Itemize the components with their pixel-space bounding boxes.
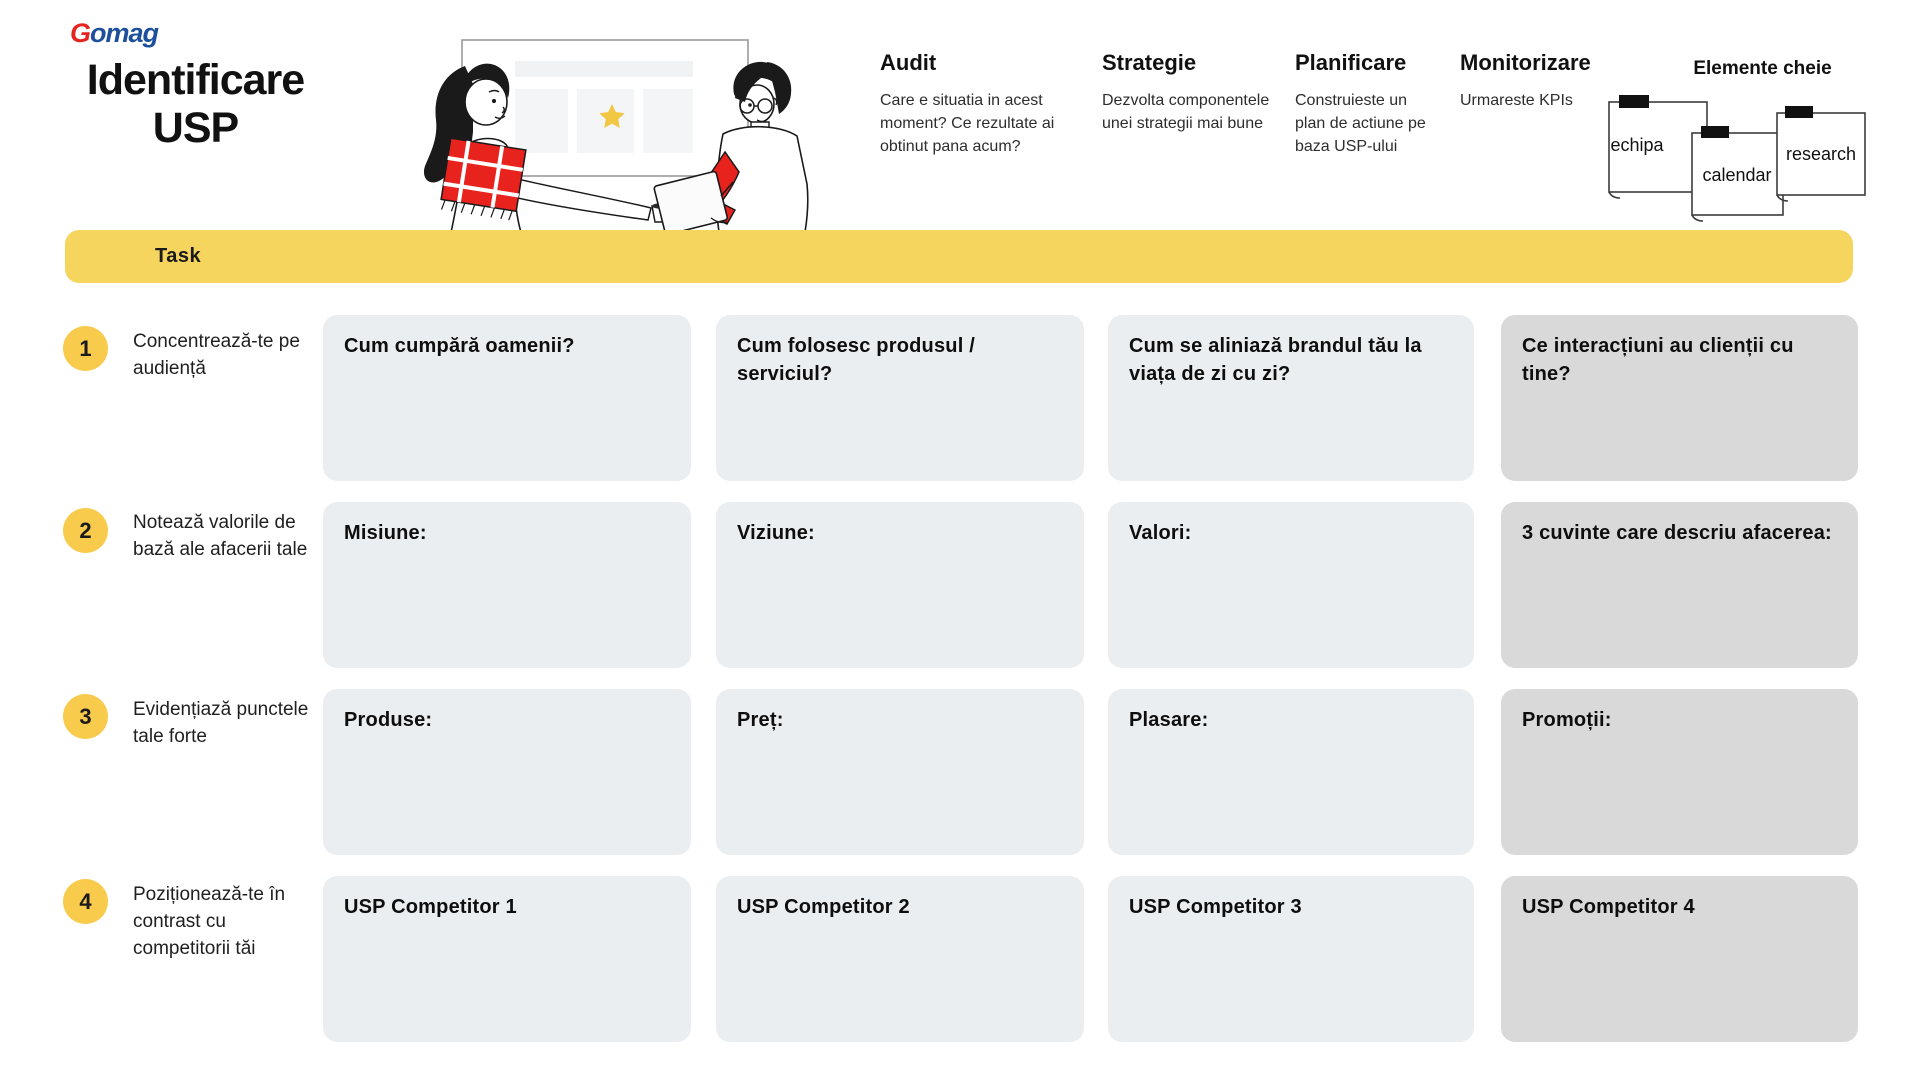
card-audienta-1 [323,315,691,481]
clip-icon [1785,106,1813,118]
card-pret [716,689,1084,855]
phase-title: Planificare [1295,50,1407,75]
card-misiune [323,502,691,668]
card-title: Viziune: [737,522,815,544]
step-label-4: Poziționează-te în contrast cu competitorii tăi [133,884,286,959]
phase-desc: Construieste un plan de actiune pe baza USP-ului [1295,92,1426,156]
card-title: Ce interacțiuni au clienții cu tine? [1522,335,1794,385]
step-label-2: Notează valorile de bază ale afacerii tale [133,512,308,560]
tablet [654,171,728,232]
phase-desc: Dezvolta componentele unei strategii mai bune [1102,92,1270,133]
card-title: Cum folosesc produsul / serviciul? [737,335,975,385]
phase-planificare [1295,50,1441,159]
card-valori [1108,502,1474,668]
card-title: Produse: [344,709,433,731]
task-bar [65,230,1853,283]
clip-icon [1701,126,1729,138]
card-plasare [1108,689,1474,855]
card-title: Misiune: [344,522,427,544]
sticky-note-research [1777,106,1865,201]
key-elements-heading: Elemente cheie [1693,58,1832,79]
illustration-people-whiteboard [405,28,850,232]
sticky-notes [1595,88,1875,222]
card-usp-competitor-3 [1108,876,1474,1042]
clip-icon [1619,95,1649,108]
card-title: Plasare: [1129,709,1209,731]
step-label-3: Evidențiază punctele tale forte [133,699,309,747]
phase-strategie [1102,50,1284,135]
task-label: Task [155,245,202,267]
step-number-4: 4 [63,879,108,924]
note-label: calendar [1702,165,1772,185]
phase-title: Monitorizare [1460,50,1591,75]
phase-title: Strategie [1102,50,1197,75]
card-usp-competitor-2 [716,876,1084,1042]
card-usp-competitor-4 [1501,876,1858,1042]
card-title: Valori: [1129,522,1192,544]
step-number-1: 1 [63,326,108,371]
card-title: USP Competitor 4 [1522,896,1695,918]
step-label-1: Concentrează-te pe audiență [133,331,300,379]
phase-desc: Care e situatia in acest moment? Ce rezultate ai obtinut pana acum? [880,92,1055,156]
card-audienta-4 [1501,315,1858,481]
card-title: USP Competitor 1 [344,896,517,918]
card-viziune [716,502,1084,668]
card-title: Promoții: [1522,709,1612,731]
card-title: USP Competitor 2 [737,896,910,918]
phase-audit [880,50,1080,159]
phase-desc: Urmareste KPIs [1460,92,1573,109]
page-title: Identificare USP [86,56,305,153]
gomag-logo-rest: omag [90,18,159,48]
card-title: Preț: [737,709,784,731]
card-usp-competitor-1 [323,876,691,1042]
note-label: echipa [1610,135,1664,155]
gomag-logo-g: G [70,18,91,48]
gomag-logo [70,18,158,49]
card-produse [323,689,691,855]
card-title: Cum cumpără oamenii? [344,335,575,357]
phase-title: Audit [880,50,937,75]
step-number-3: 3 [63,694,108,739]
card-title: USP Competitor 3 [1129,896,1302,918]
note-label: research [1785,144,1857,164]
card-3-cuvinte [1501,502,1858,668]
card-title: 3 cuvinte care descriu afacerea: [1522,522,1832,544]
card-title: Cum se aliniază brandul tău la viața de zi cu zi? [1129,335,1422,385]
step-number-2: 2 [63,508,108,553]
card-audienta-3 [1108,315,1474,481]
card-audienta-2 [716,315,1084,481]
card-promotii [1501,689,1858,855]
